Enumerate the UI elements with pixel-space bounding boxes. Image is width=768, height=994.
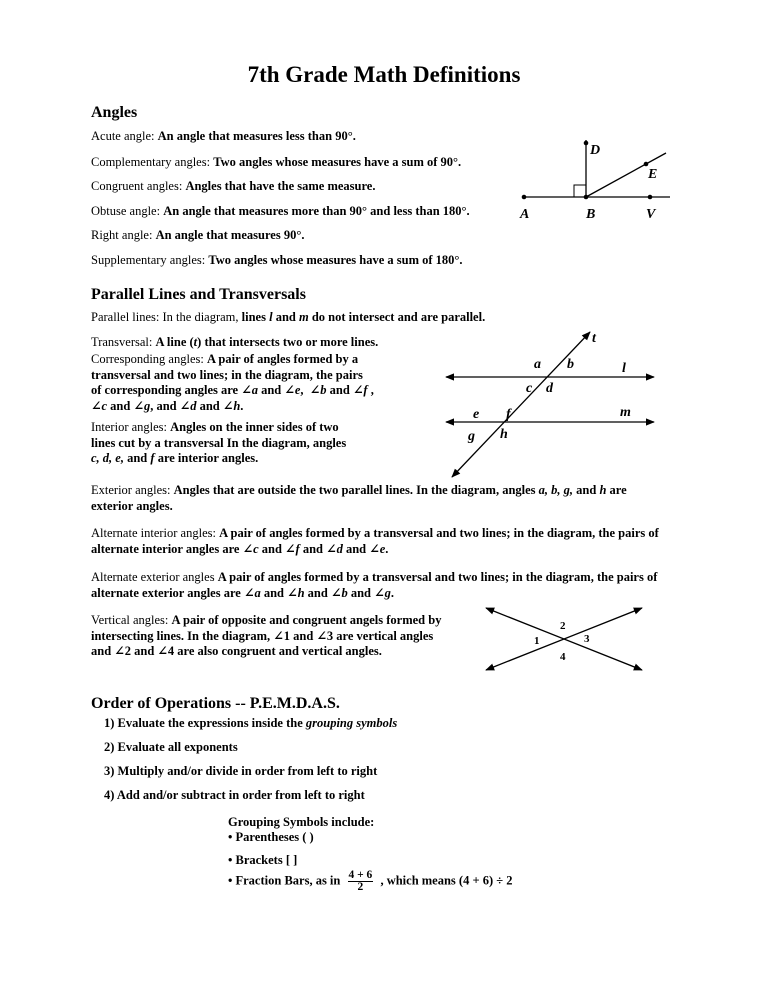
term: Right angle: — [91, 228, 153, 242]
label-b: B — [586, 207, 596, 222]
order-heading: Order of Operations -- P.E.M.D.A.S. — [91, 695, 340, 712]
text: alternate exterior angles are — [91, 585, 241, 600]
angle-icon: ∠ — [273, 628, 284, 643]
step-2: 2) Evaluate all exponents — [104, 740, 238, 754]
angle-icon: ∠ — [157, 644, 168, 658]
angle-icon: ∠ — [133, 398, 144, 413]
bullet-brackets: • Brackets [ ] — [228, 853, 298, 867]
definition: Two angles whose measures have a sum of 180°. — [208, 253, 463, 267]
step-4: 4) Add and/or subtract in order from left to right — [104, 788, 365, 802]
text: Angles on the inner sides of two — [170, 420, 339, 434]
label-h: h — [500, 427, 508, 442]
label-a: A — [520, 207, 530, 222]
fraction-numerator: 4 + 6 — [348, 869, 373, 881]
term: Vertical angles: — [91, 613, 169, 627]
step-3: 3) Multiply and/or divide in order from left to right — [104, 764, 378, 778]
bullet-parentheses: • Parentheses ( ) — [228, 830, 314, 844]
text: and — [275, 310, 296, 324]
text: 1 — [283, 628, 291, 643]
text: A pair of opposite and congruent angels formed by — [171, 613, 442, 627]
label-2: 2 — [560, 620, 566, 632]
angle-icon: ∠ — [285, 541, 296, 556]
var-l: l — [269, 310, 273, 324]
text: exterior angles. — [91, 498, 173, 513]
text: 4 — [167, 644, 175, 658]
label-d: d — [546, 381, 553, 396]
label-1: 1 — [534, 635, 540, 647]
angle-diagram — [500, 132, 700, 242]
text: are vertical angles — [336, 628, 434, 643]
label-b: b — [567, 357, 574, 372]
vertical-angles-definition — [91, 613, 471, 660]
text: lines cut by a transversal In the diagram, angles — [91, 435, 347, 450]
label-m: m — [620, 405, 631, 420]
term: Alternate interior angles: — [91, 526, 216, 540]
text: and — [293, 628, 314, 643]
text: are interior angles. — [157, 451, 259, 465]
label-c: c — [526, 381, 533, 396]
exterior-angles-definition — [91, 483, 691, 514]
var-t: t — [193, 335, 198, 349]
angle-icon: ∠ — [242, 541, 254, 556]
point-d — [584, 141, 589, 146]
parallel-lines-definition — [91, 310, 485, 325]
text: are also congruent and vertical angles. — [177, 644, 382, 658]
definition: Angles that have the same measure. — [185, 179, 376, 193]
text: A line ( — [155, 335, 194, 349]
right-angle-definition — [91, 228, 304, 243]
transversal-t — [452, 332, 590, 477]
text: intersecting lines. In the diagram, — [91, 628, 271, 643]
term: Complementary angles: — [91, 155, 211, 169]
vars: c, d, e, — [91, 451, 124, 465]
text: grouping symbols — [305, 716, 398, 730]
right-angle-mark — [574, 185, 586, 197]
complementary-angles-definition — [91, 155, 461, 170]
term: Congruent angles: — [91, 179, 183, 193]
text: and — [127, 451, 148, 465]
label-g: g — [468, 429, 475, 444]
point-e — [644, 162, 649, 167]
definition: An angle that measures less than 90°. — [157, 129, 356, 143]
text: and — [91, 644, 112, 658]
text: ) that intersects two or more lines. — [197, 335, 379, 349]
angle-icon: ∠ — [222, 398, 234, 413]
angle-icon: ∠ — [326, 541, 337, 556]
fraction-denominator: 2 — [357, 881, 364, 893]
angle-icon: ∠ — [284, 383, 295, 397]
supplementary-angles-definition — [91, 253, 463, 268]
label-4: 4 — [560, 651, 566, 663]
angle-icon: ∠ — [91, 398, 102, 413]
text: A pair of angles formed by a transversal and two lines; in the diagram, the pairs of — [219, 526, 659, 540]
text: A pair of angles formed by a — [206, 352, 359, 366]
bullet-fraction-bars — [228, 870, 512, 893]
acute-angle-definition — [91, 129, 356, 144]
angles-heading: Angles — [91, 104, 138, 121]
corresponding-angles-definition: Corresponding angles: A pair of angles formed by a transversal and two lines; in the diagram, the pairs of corresponding angles are ∠a and ∠e, ∠b and ∠f , ∠c and ∠g, and ∠d and ∠h. — [91, 352, 441, 414]
text: , which means (4 + 6) ÷ 2 — [380, 873, 513, 888]
point-b — [584, 195, 589, 200]
term: Interior angles: — [91, 420, 168, 434]
text: 1) Evaluate the expressions inside the — [104, 716, 303, 730]
angle-icon: ∠ — [374, 585, 385, 600]
vars: a, b, g, — [538, 483, 574, 497]
text: are — [609, 483, 627, 497]
label-f: f — [506, 407, 511, 422]
text: In the diagram, — [162, 310, 239, 324]
label-l: l — [622, 361, 626, 376]
term: Parallel lines: — [91, 310, 160, 324]
angle-icon: ∠ — [330, 585, 342, 600]
term: Obtuse angle: — [91, 204, 161, 218]
term: Supplementary angles: — [91, 253, 206, 267]
label-e: E — [648, 167, 658, 182]
term: Exterior angles: — [91, 483, 171, 497]
alternate-exterior-angles-definition: Alternate exterior angles A pair of angles formed by a transversal and two lines; in the diagram, the pairs of alternate exterior angles are ∠a and ∠h and ∠b and ∠g. — [91, 570, 658, 600]
angle-icon: ∠ — [369, 541, 380, 556]
definition: An angle that measures more than 90° and less than 180°. — [163, 204, 470, 218]
angle-icon: ∠ — [243, 585, 255, 600]
text: 3 — [326, 628, 334, 643]
angle-icon: ∠ — [287, 585, 298, 600]
label-a: a — [534, 357, 541, 372]
label-t: t — [592, 331, 596, 346]
text: and — [576, 483, 597, 497]
angle-icon: ∠ — [309, 383, 321, 397]
term: Corresponding angles: — [91, 352, 204, 366]
page-title: 7th Grade Math Definitions — [247, 62, 521, 87]
text: alternate interior angles are — [91, 541, 240, 556]
text: Angles that are outside the two parallel lines. In the diagram, angles — [173, 483, 536, 497]
interior-angles-definition — [91, 420, 441, 467]
text: of corresponding angles are — [91, 383, 239, 397]
label-3: 3 — [584, 633, 590, 645]
text: lines — [241, 310, 266, 324]
obtuse-angle-definition — [91, 204, 470, 219]
term: Transversal: — [91, 335, 153, 349]
text: do not intersect and are parallel. — [311, 310, 486, 324]
var-h: h — [599, 483, 607, 497]
angle-icon: ∠ — [114, 644, 125, 658]
text: and — [134, 644, 155, 658]
point-a — [522, 195, 527, 200]
angle-icon: ∠ — [316, 628, 327, 643]
alternate-interior-angles-definition: Alternate interior angles: A pair of angles formed by a transversal and two lines; in the diagram, the pairs of alternate interior angles are ∠c and ∠f and ∠d and ∠e. — [91, 526, 659, 556]
text: A pair of angles formed by a transversal and two lines; in the diagram, the pairs of — [217, 570, 658, 584]
definition: An angle that measures 90°. — [155, 228, 305, 242]
step-1 — [104, 716, 397, 731]
term: Acute angle: — [91, 129, 155, 143]
angle-icon: ∠ — [352, 383, 364, 397]
text: 2 — [124, 644, 132, 658]
grouping-title: Grouping Symbols include: — [228, 815, 375, 829]
transversal-diagram — [440, 322, 680, 482]
text: transversal and two lines; in the diagram, the pairs — [91, 367, 363, 382]
term: Alternate exterior angles — [91, 570, 215, 584]
label-v: V — [646, 207, 656, 222]
vertical-angles-diagram — [478, 600, 678, 680]
parallel-heading: Parallel Lines and Transversals — [91, 286, 306, 303]
point-v — [648, 195, 653, 200]
label-e: e — [473, 407, 480, 422]
var-m: m — [298, 310, 309, 324]
var-f: f — [150, 451, 155, 465]
congruent-angles-definition — [91, 179, 375, 194]
definition: Two angles whose measures have a sum of 90°. — [213, 155, 462, 169]
fraction — [348, 870, 374, 893]
text: • Fraction Bars, as in — [228, 873, 341, 888]
angle-icon: ∠ — [241, 383, 252, 397]
label-d: D — [590, 143, 601, 158]
transversal-definition — [91, 335, 378, 350]
angle-icon: ∠ — [179, 398, 191, 413]
